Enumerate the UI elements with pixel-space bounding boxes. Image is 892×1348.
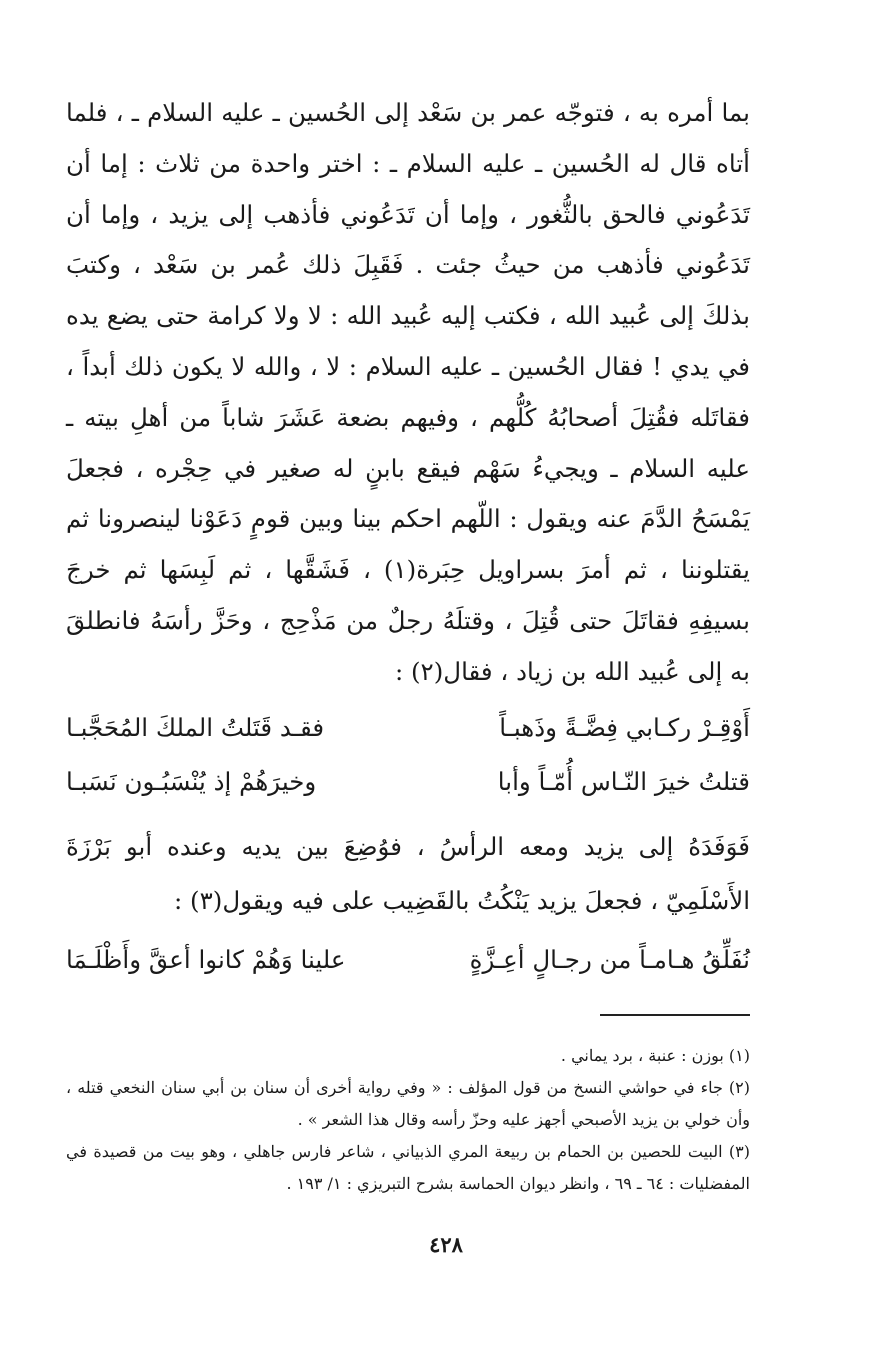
- footnote-2: (٢) جاء في حواشي النسخ من قول المؤلف : « وفي رواية أخرى أن سنان بن أبي سنان النخعي قتله ، وأن خولي بن يزيد الأصبحي أجهز عليه وحزّ رأسه وقال هذا الشعر » .: [66, 1078, 750, 1129]
- verse-line: [66, 754, 750, 808]
- footnote-3: (٣) البيت للحصين بن الحمام بن ربيعة المري الذبياني ، شاعر فارس جاهلي ، وهو بيت من قصيدة في المفضليات : ٦٤ ـ ٦٩ ، وانظر ديوان الحماسة بشرح التبريزي : ١/ ١٩٣ .: [66, 1142, 750, 1193]
- footnote-1: (١) بوزن : عنبة ، برد يماني .: [560, 1046, 750, 1065]
- verse-first-hemistich: قتلتُ خيرَ النّـاس أُمّـاً وأبا: [497, 766, 750, 796]
- verse-line: [66, 932, 750, 986]
- poem-block-2: [66, 932, 750, 986]
- poem-block-1: [66, 700, 750, 808]
- paragraph-text: فَوَفَدَهُ إلى يزيد ومعه الرأسُ ، فوُضِعَ بين يديه وعنده أبو بَرْزَةَ الأَسْلَمِيّ ، فجعلَ يزيد يَنْكُتُ بالقَضِيب على فيه ويقول(٣) :: [66, 832, 750, 915]
- verse-line: [66, 700, 750, 754]
- verse-second-hemistich: علينا وَهُمْ كانوا أعقَّ وأَظْلَـمَا: [66, 944, 346, 974]
- verse-second-hemistich: وخيرَهُمْ إذ يُنْسَبُـون نَسَبـا: [66, 766, 317, 796]
- verse-first-hemistich: أَوْقِـرْ ركـابي فِضَّـةً وذَهبـاً: [499, 712, 750, 742]
- footnote-divider: [600, 1014, 750, 1016]
- page-number: ٤٢٨: [429, 1232, 463, 1257]
- verse-second-hemistich: فقـد قَتَلتُ الملكَ المُحَجَّبـا: [66, 712, 325, 742]
- footnotes: [66, 1040, 750, 1200]
- main-paragraph: [66, 88, 750, 698]
- paragraph-text: بما أمره به ، فتوجّه عمر بن سَعْد إلى الحُسين ـ عليه السلام ـ ، فلما أتاه قال له الحُسين ـ عليه السلام ـ : اختر واحدة من ثلاث : إما أن تَدَعُوني فالحق بالثُّغور ، وإما أن تَدَعُوني فأذهب إلى يزيد ، وإما أن تَدَعُوني فأذهب من حيثُ جئت . فَقَبِلَ ذلك عُمر بن سَعْد ، وكتبَ بذلكَ إلى عُبيد الله ، فكتب إليه عُبيد الله : لا ولا كرامة حتى يضع يده في يدي ! فقال الحُسين ـ عليه السلام : لا ، والله لا يكون ذلك أبداً ، فقاتَله فقُتِلَ أصحابُهُ كُلُّهم ، وفيهم بضعة عَشَرَ شاباً من أهلِ بيته ـ عليه السلام ـ ويجيءُ سَهْم فيقع بابنٍ له صغير في حِجْره ، فجعلَ يَمْسَحُ الدَّمَ عنه ويقول : اللّهم احكم بينا وبين قومٍ دَعَوْنا لينصرونا ثم يقتلوننا ، ثم أمرَ بسراويل حِبَرة(١) ، فَشَقَّها ، ثم لَبِسَها ثم خرجَ بسيفِهِ فقاتَلَ حتى قُتِلَ ، وقتلَهُ رجلٌ من مَذْحِج ، وحَزَّ رأسَهُ فانطلقَ به إلى عُبيد الله بن زياد ، فقال(٢) :: [66, 98, 751, 686]
- second-paragraph: [66, 820, 750, 928]
- verse-first-hemistich: نُفَلِّقُ هـامـاً من رجـالٍ أعِـزَّةٍ: [469, 944, 750, 974]
